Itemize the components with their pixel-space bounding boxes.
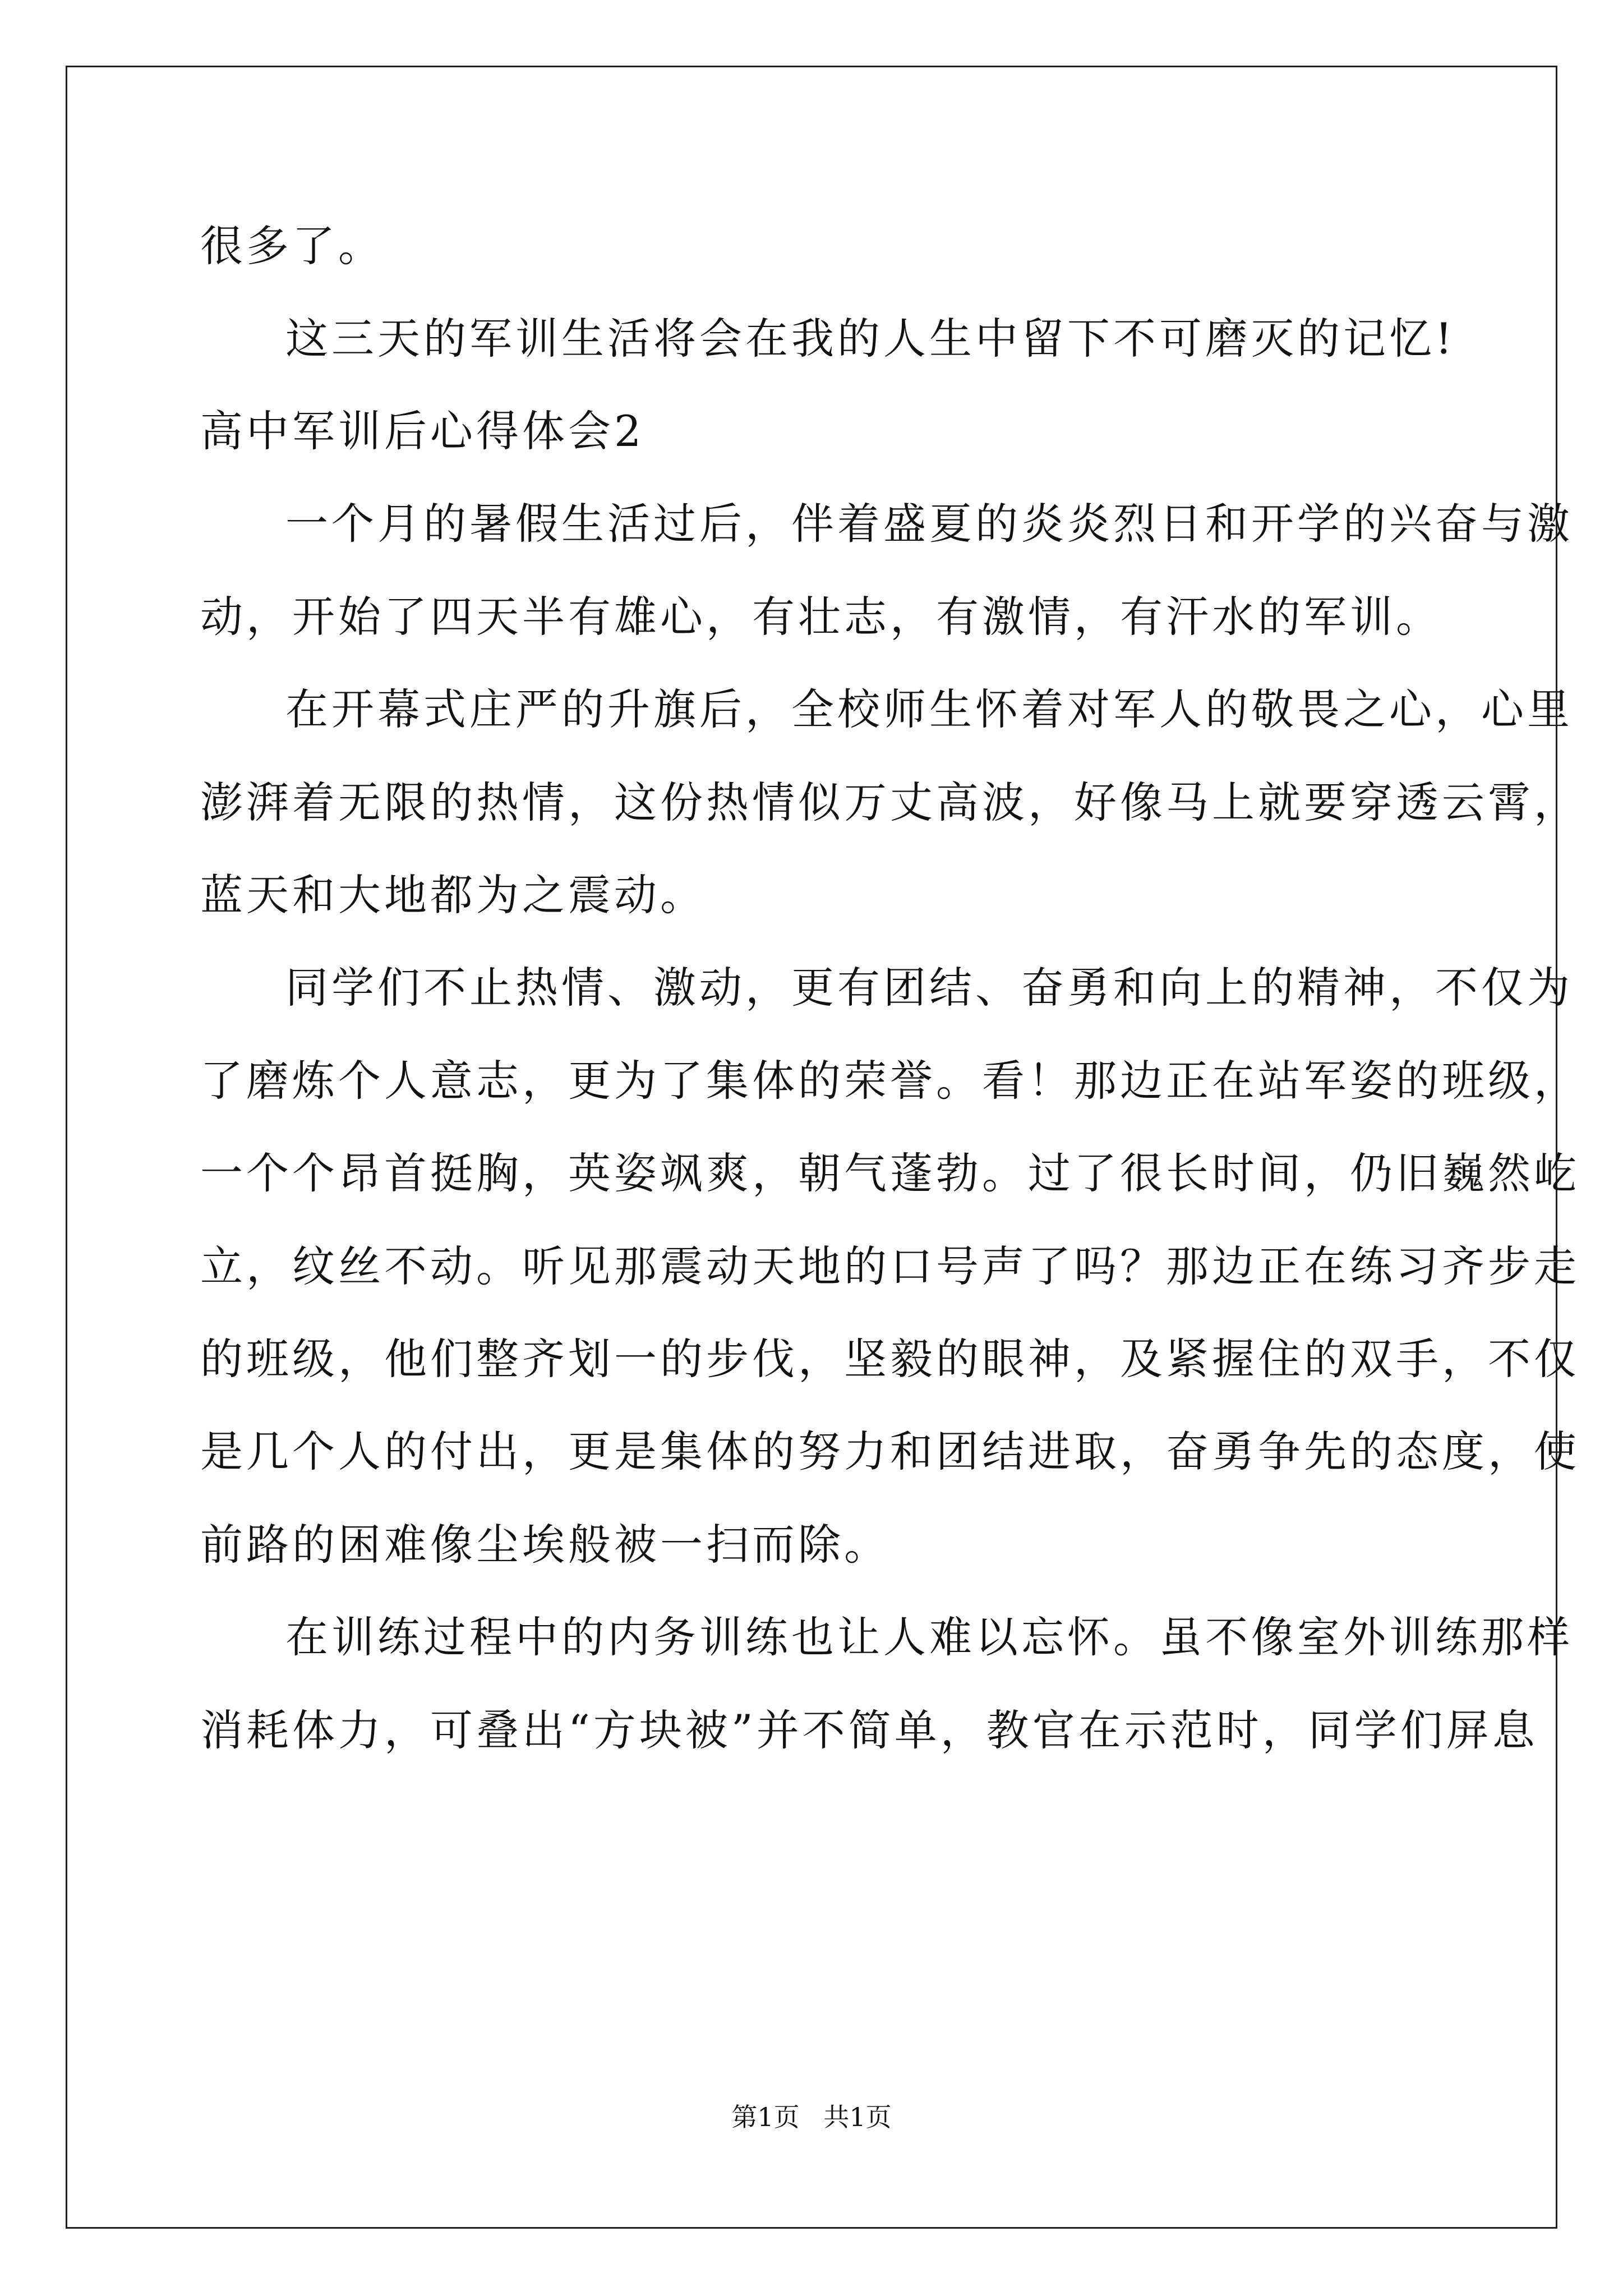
section-heading: 高中军训后心得体会2 — [200, 406, 645, 456]
paragraph-line: 前路的困难像尘埃般被一扫而除。 — [200, 1520, 890, 1570]
paragraph-line: 立，纹丝不动。听见那震动天地的口号声了吗？那边正在练习齐步走 — [200, 1241, 1580, 1291]
paragraph-line: 很多了。 — [200, 221, 384, 271]
paragraph-line: 澎湃着无限的热情，这份热情似万丈高波，好像马上就要穿透云霄， — [200, 777, 1580, 827]
paragraph-line: 在训练过程中的内务训练也让人难以忘怀。虽不像室外训练那样 — [285, 1612, 1573, 1662]
paragraph-line: 是几个人的付出，更是集体的努力和团结进取，奋勇争先的态度，使 — [200, 1427, 1580, 1476]
page-total: 共1页 — [823, 2102, 892, 2132]
paragraph-line: 在开幕式庄严的升旗后，全校师生怀着对军人的敬畏之心，心里 — [285, 684, 1573, 734]
page-number: 第1页 — [731, 2102, 800, 2132]
paragraph-line: 一个月的暑假生活过后，伴着盛夏的炎炎烈日和开学的兴奋与激 — [285, 499, 1573, 549]
paragraph-line: 消耗体力，可叠出“方块被”并不简单，教官在示范时，同学们屏息 — [200, 1705, 1538, 1755]
paragraph-line: 这三天的军训生活将会在我的人生中留下不可磨灭的记忆! — [285, 314, 1456, 364]
page-footer — [0, 2100, 1623, 2134]
page-border — [66, 66, 1557, 2229]
paragraph-line: 了磨炼个人意志，更为了集体的荣誉。看！那边正在站军姿的班级， — [200, 1056, 1580, 1106]
paragraph-line: 同学们不止热情、激动，更有团结、奋勇和向上的精神，不仅为 — [285, 963, 1573, 1013]
paragraph-line: 动，开始了四天半有雄心，有壮志，有激情，有汗水的军训。 — [200, 592, 1442, 642]
paragraph-line: 蓝天和大地都为之震动。 — [200, 870, 706, 920]
paragraph-line: 的班级，他们整齐划一的步伐，坚毅的眼神，及紧握住的双手，不仅 — [200, 1334, 1580, 1384]
paragraph-line: 一个个昂首挺胸，英姿飒爽，朝气蓬勃。过了很长时间，仍旧巍然屹 — [200, 1148, 1580, 1198]
